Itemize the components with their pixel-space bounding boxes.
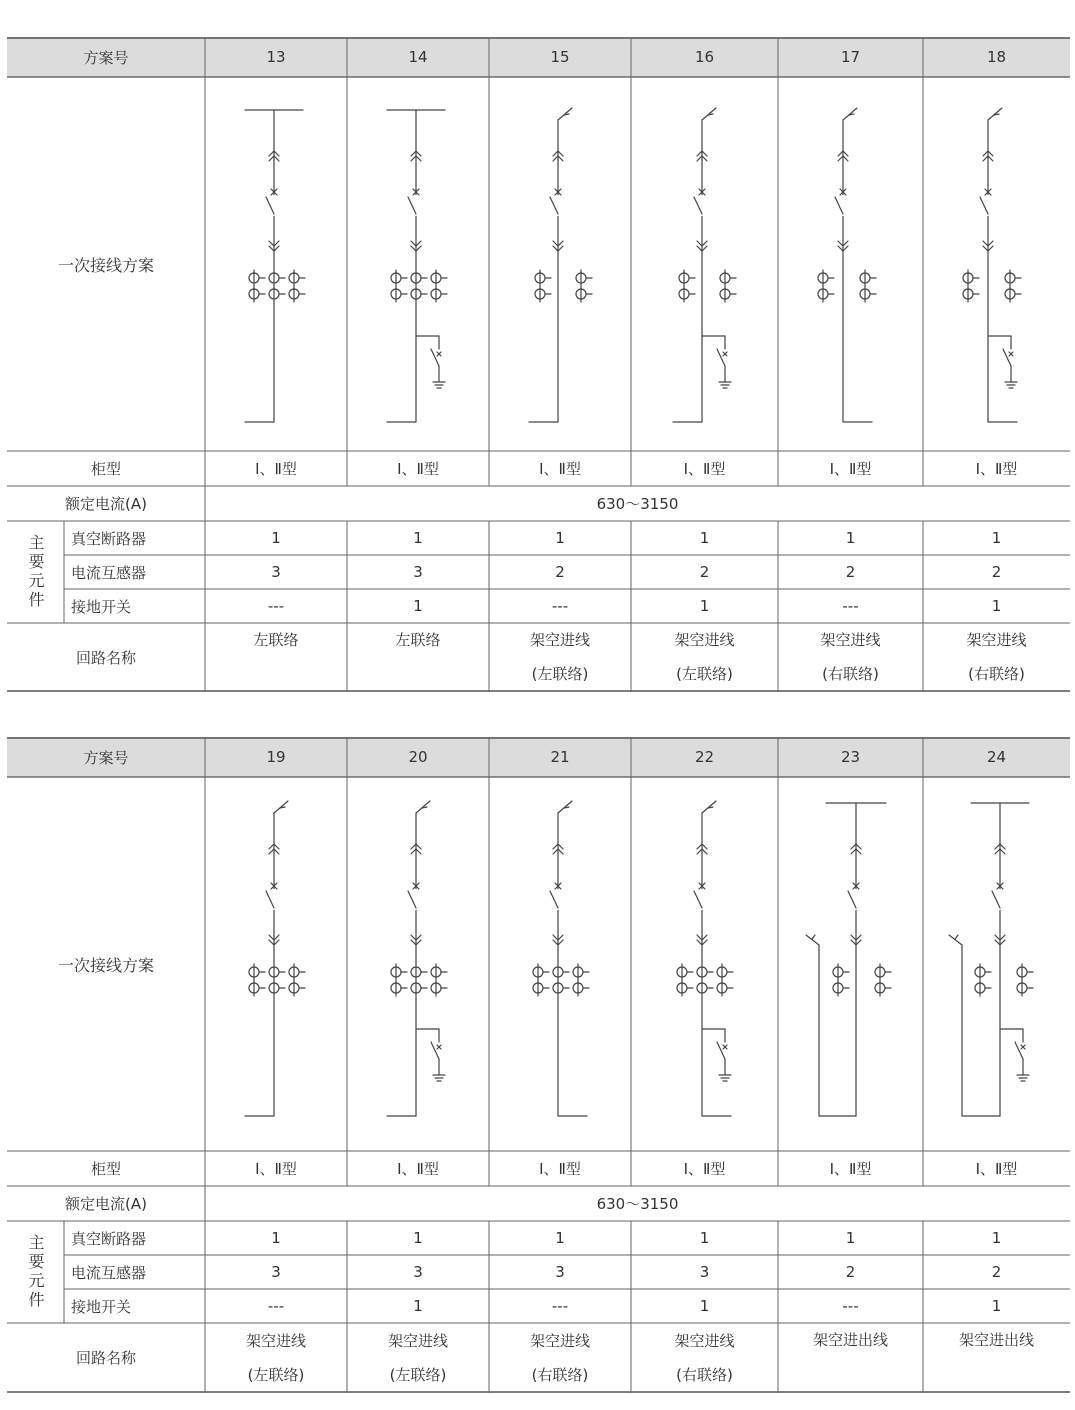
circuit-name-23 (778, 1323, 923, 1392)
circuit-name-17 (778, 623, 923, 691)
es-23: --- (842, 1297, 859, 1315)
cabinet-24: Ⅰ、Ⅱ型 (975, 1160, 1018, 1178)
cabinet-17: Ⅰ、Ⅱ型 (829, 460, 872, 478)
scheme-no-label: 方案号 (83, 48, 129, 67)
circuit-name-21 (489, 1323, 631, 1392)
wiring-diagram-13 (205, 77, 347, 451)
circuit-name-20 (347, 1323, 489, 1392)
cabinet-label: 柜型 (90, 1160, 121, 1178)
wiring-diagram-19 (205, 777, 347, 1151)
scheme-no-16: 16 (694, 48, 715, 66)
cabinet-label: 柜型 (90, 460, 121, 478)
circuit-name-line1: 架空进线 (245, 1331, 306, 1350)
ct-22: 3 (699, 1263, 710, 1281)
cabinet-15: Ⅰ、Ⅱ型 (539, 460, 581, 478)
circuit-name-14 (347, 623, 489, 691)
wiring-diagram-18 (923, 77, 1070, 451)
vcb-16: 1 (699, 529, 710, 547)
ct-23: 2 (845, 1263, 856, 1281)
ct-16: 2 (699, 563, 710, 581)
es-15: --- (551, 597, 569, 615)
vcb-13: 1 (271, 529, 281, 547)
cabinet-19: Ⅰ、Ⅱ型 (255, 1160, 297, 1178)
scheme-no-13: 13 (266, 48, 286, 66)
circuit-name-19 (205, 1323, 347, 1392)
scheme-no-label: 方案号 (83, 748, 129, 767)
es-24: 1 (991, 1297, 1002, 1315)
ct-15: 2 (555, 563, 565, 581)
wiring-diagram-20 (347, 777, 489, 1151)
wiring-diagram-16 (631, 77, 778, 451)
scheme-no-23: 23 (840, 748, 861, 766)
vcb-label: 真空断路器 (71, 1229, 147, 1248)
circuit-name-line1: 架空进出线 (812, 1331, 888, 1349)
scheme-no-19: 19 (266, 748, 286, 766)
ct-20: 3 (413, 1263, 423, 1281)
es-17: --- (842, 597, 859, 615)
ct-17: 2 (845, 563, 856, 581)
vcb-18: 1 (991, 529, 1002, 547)
cabinet-13: Ⅰ、Ⅱ型 (255, 460, 297, 478)
wiring-diagram-22 (631, 777, 778, 1151)
ct-label: 电流互感器 (71, 563, 147, 582)
cabinet-23: Ⅰ、Ⅱ型 (829, 1160, 872, 1178)
rated-current-value: 630～3150 (596, 495, 679, 513)
cabinet-21: Ⅰ、Ⅱ型 (539, 1160, 581, 1178)
scheme-no-22: 22 (694, 748, 715, 766)
circuit-name-line1: 架空进线 (674, 631, 735, 649)
vcb-14: 1 (413, 529, 423, 547)
scheme-table-2 (7, 737, 1070, 1393)
scheme-no-15: 15 (550, 48, 570, 66)
rated-current-label: 额定电流(A) (65, 1195, 147, 1213)
wiring-diagram-21 (489, 777, 631, 1151)
es-14: 1 (413, 597, 423, 615)
es-16: 1 (699, 597, 710, 615)
wiring-diagram-15 (489, 77, 631, 451)
vcb-20: 1 (413, 1229, 423, 1247)
circuit-name-line2: (右联络) (531, 1365, 589, 1384)
vcb-24: 1 (991, 1229, 1002, 1247)
wiring-label: 一次接线方案 (57, 955, 154, 975)
scheme-no-18: 18 (986, 48, 1007, 66)
vcb-label: 真空断路器 (71, 529, 147, 548)
circuit-name-line1: 架空进出线 (958, 1331, 1034, 1349)
cabinet-20: Ⅰ、Ⅱ型 (397, 1160, 439, 1178)
circuit-name-label: 回路名称 (75, 1349, 136, 1367)
circuit-name-line1: 左联络 (395, 631, 441, 649)
cabinet-18: Ⅰ、Ⅱ型 (975, 460, 1018, 478)
scheme-no-24: 24 (986, 748, 1007, 766)
circuit-name-line1: 架空进线 (529, 631, 590, 649)
main-components-text: 主要元件 (26, 1234, 45, 1310)
cabinet-16: Ⅰ、Ⅱ型 (683, 460, 726, 478)
scheme-no-14: 14 (408, 48, 428, 66)
ct-14: 3 (413, 563, 423, 581)
wiring-diagram-17 (778, 77, 923, 451)
circuit-name-16 (631, 623, 778, 691)
es-22: 1 (699, 1297, 710, 1315)
circuit-name-line1: 架空进线 (529, 1331, 590, 1350)
wiring-diagram-24 (923, 777, 1070, 1151)
scheme-no-20: 20 (408, 748, 428, 766)
vcb-19: 1 (271, 1229, 281, 1247)
main-components-label (7, 1221, 64, 1323)
rated-current-value: 630～3150 (596, 1195, 679, 1213)
rated-current-label: 额定电流(A) (65, 495, 147, 513)
es-13: --- (267, 597, 285, 615)
vcb-21: 1 (555, 1229, 565, 1247)
ct-18: 2 (991, 563, 1002, 581)
scheme-no-21: 21 (550, 748, 570, 766)
circuit-name-18 (923, 623, 1070, 691)
main-components-label (7, 521, 64, 623)
vcb-23: 1 (845, 1229, 856, 1247)
es-21: --- (551, 1297, 569, 1315)
es-19: --- (267, 1297, 285, 1315)
ct-label: 电流互感器 (71, 1263, 147, 1282)
circuit-name-line2: (右联络) (822, 665, 879, 683)
cabinet-22: Ⅰ、Ⅱ型 (683, 1160, 726, 1178)
circuit-name-line2: (左联络) (247, 1365, 305, 1384)
circuit-name-line1: 左联络 (253, 631, 299, 649)
wiring-label: 一次接线方案 (57, 255, 154, 275)
circuit-name-line1: 架空进线 (674, 1331, 735, 1350)
wiring-diagram-23 (778, 777, 923, 1151)
circuit-name-line2: (左联络) (676, 665, 733, 683)
vcb-22: 1 (699, 1229, 710, 1247)
circuit-name-line2: (右联络) (968, 665, 1025, 683)
es-label: 接地开关 (71, 1297, 132, 1316)
circuit-name-13 (205, 623, 347, 691)
circuit-name-22 (631, 1323, 778, 1392)
vcb-15: 1 (555, 529, 565, 547)
circuit-name-24 (923, 1323, 1070, 1392)
circuit-name-line2: (左联络) (531, 665, 589, 683)
main-components-text: 主要元件 (26, 534, 45, 610)
ct-19: 3 (271, 1263, 281, 1281)
ct-24: 2 (991, 1263, 1002, 1281)
ct-13: 3 (271, 563, 281, 581)
circuit-name-line1: 架空进线 (387, 1331, 448, 1350)
circuit-name-line1: 架空进线 (966, 631, 1027, 649)
circuit-name-line1: 架空进线 (820, 631, 881, 649)
ct-21: 3 (555, 1263, 565, 1281)
circuit-name-label: 回路名称 (75, 648, 136, 667)
scheme-table-1 (7, 37, 1070, 692)
es-20: 1 (413, 1297, 423, 1315)
circuit-name-line2: (左联络) (389, 1365, 447, 1384)
es-label: 接地开关 (71, 597, 132, 616)
circuit-name-15 (489, 623, 631, 691)
vcb-17: 1 (845, 529, 856, 547)
wiring-diagram-14 (347, 77, 489, 451)
es-18: 1 (991, 597, 1002, 615)
circuit-name-line2: (右联络) (676, 1365, 733, 1384)
scheme-no-17: 17 (840, 48, 861, 66)
cabinet-14: Ⅰ、Ⅱ型 (397, 460, 439, 478)
